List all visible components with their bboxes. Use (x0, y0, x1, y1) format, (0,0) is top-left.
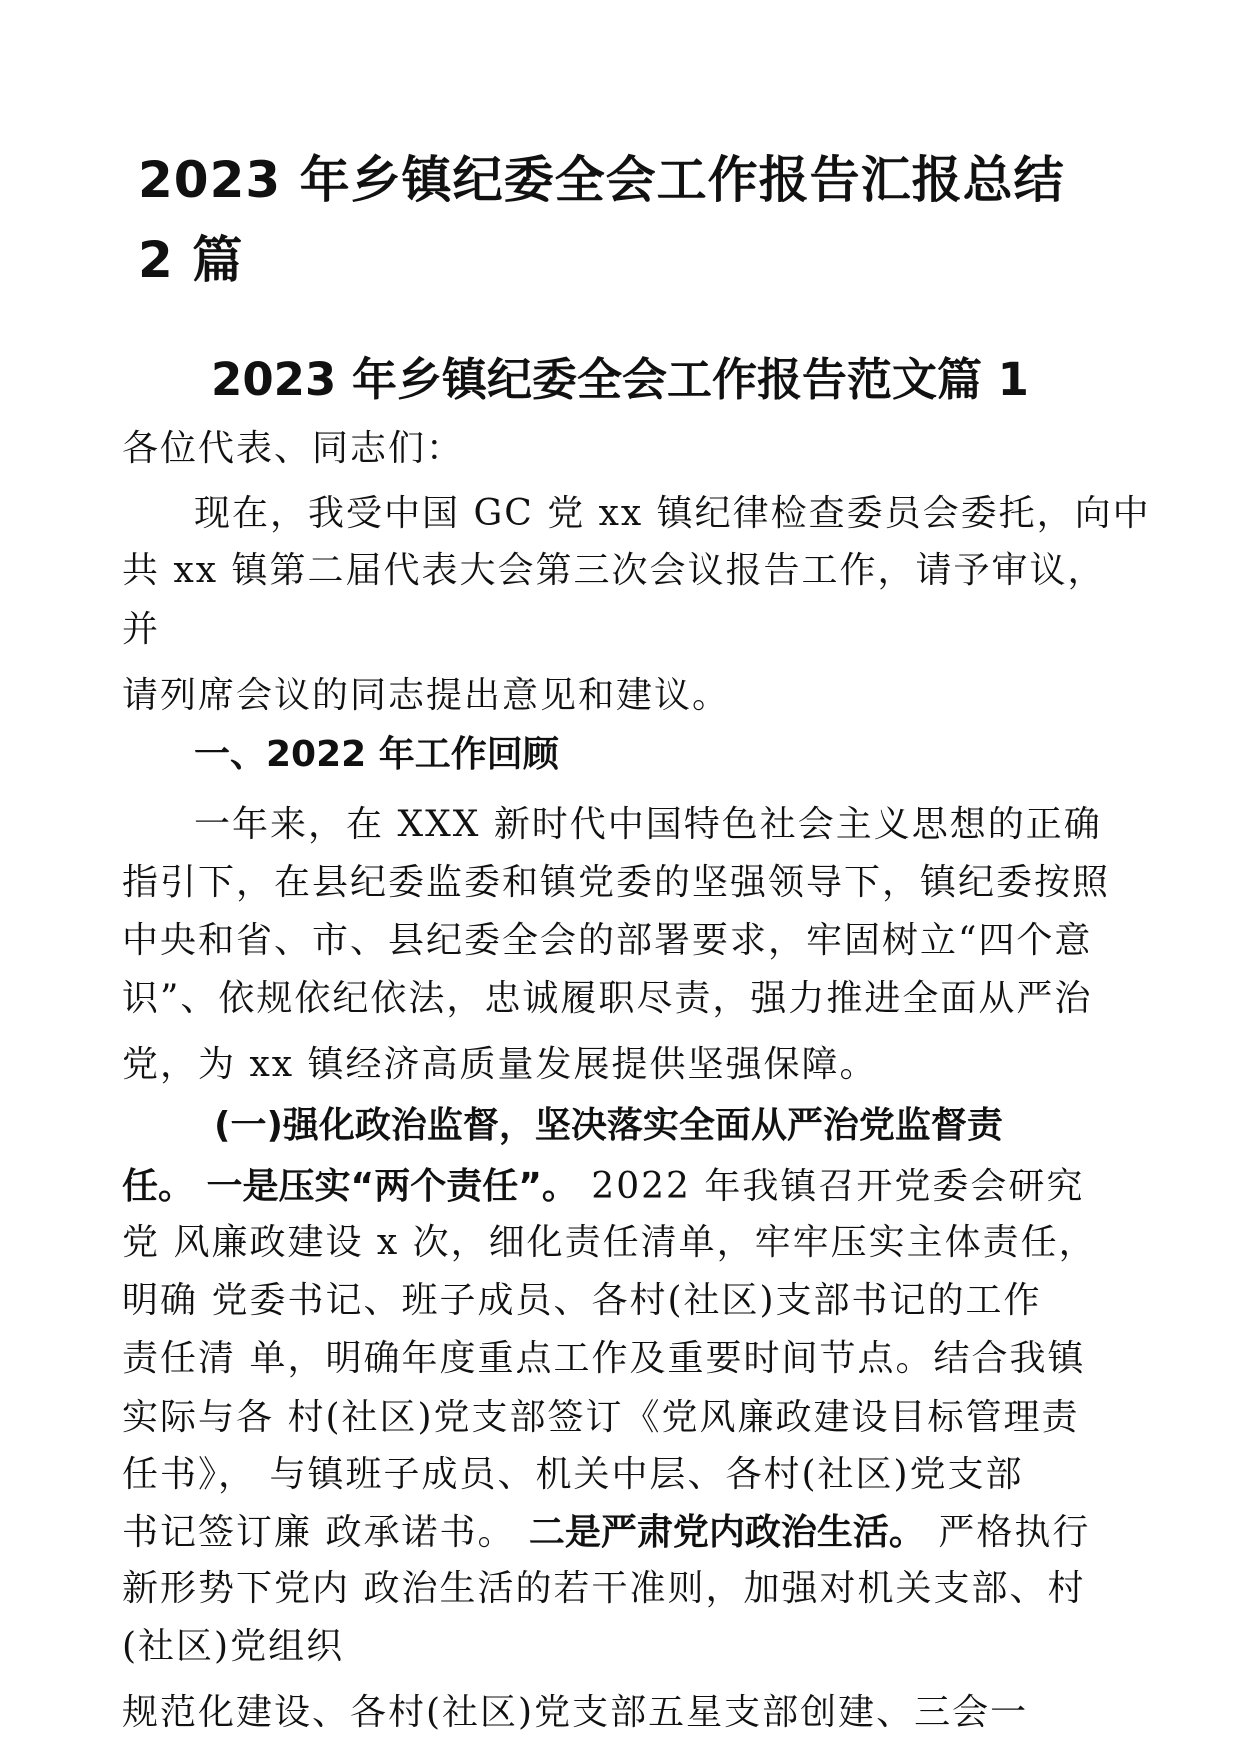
body-line (122, 1164, 1084, 1210)
body-line (122, 1510, 1090, 1556)
body-text: 严格执行 (924, 1512, 1091, 1553)
body-text: 2022 年我镇召开党委会研究 (577, 1166, 1085, 1207)
bold-phrase: 二是严肃党内政治生活。 (528, 1512, 925, 1553)
body-line: (社区)党组织 (122, 1626, 345, 1667)
body-line: 规范化建设、各村(社区)党支部五星支部创建、三会一 (122, 1692, 1029, 1733)
body-line: 明确 党委书记、班子成员、各村(社区)支部书记的工作 (122, 1280, 1042, 1321)
section-title: 2023 年乡镇纪委全会工作报告范文篇 1 (211, 353, 1029, 406)
salutation: 各位代表、同志们： (122, 428, 465, 469)
body-line: 实际与各 村(社区)党支部签订《党风廉政建设目标管理责 (122, 1397, 1080, 1438)
body-line: 请列席会议的同志提出意见和建议。 (122, 675, 731, 716)
body-line: 并 (122, 609, 161, 650)
body-line: 中央和省、市、县纪委全会的部署要求，牢固树立“四个意 (122, 920, 1093, 961)
section-heading: 一、2022 年工作回顾 (194, 734, 559, 775)
body-line: 识”、依规依纪依法，忠诚履职尽责，强力推进全面从严治 (122, 978, 1093, 1019)
body-line: 党 风廉政建设 x 次，细化责任清单，牢牢压实主体责任， (122, 1222, 1097, 1263)
subsection-heading: (一)强化政治监督，坚决落实全面从严治党监督责 (214, 1105, 1003, 1146)
body-line: 责任清 单，明确年度重点工作及重要时间节点。结合我镇 (122, 1338, 1086, 1379)
body-line: 指引下，在县纪委监委和镇党委的坚强领导下，镇纪委按照 (122, 862, 1111, 903)
bold-phrase: 任。 一是压实“两个责任”。 (122, 1166, 578, 1207)
body-line: 共 xx 镇第二届代表大会第三次会议报告工作，请予审议， (122, 550, 1106, 591)
body-line: 新形势下党内 政治生活的若干准则，加强对机关支部、村 (122, 1568, 1086, 1609)
body-line: 党，为 xx 镇经济高质量发展提供坚强保障。 (122, 1044, 878, 1085)
document-title: 2023 年乡镇纪委全会工作报告汇报总结 2 篇 (138, 151, 1065, 289)
body-text: 书记签订廉 政承诺书。 (122, 1512, 529, 1553)
body-line: 一年来，在 XXX 新时代中国特色社会主义思想的正确 (194, 804, 1102, 845)
body-line: 现在，我受中国 GC 党 xx 镇纪律检查委员会委托，向中 (194, 493, 1151, 534)
body-line: 任书》， 与镇班子成员、机关中层、各村(社区)党支部 (122, 1454, 1024, 1495)
